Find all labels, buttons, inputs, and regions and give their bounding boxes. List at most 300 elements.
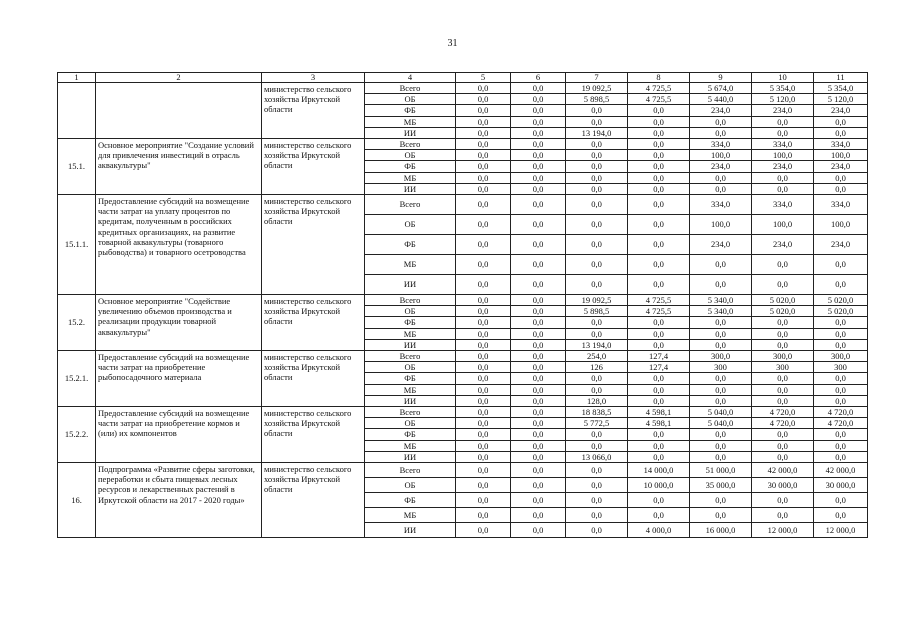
- value-cell: 0,0: [628, 508, 690, 523]
- value-cell: 300,0: [752, 351, 814, 362]
- funding-source-cell: ИИ: [365, 523, 456, 538]
- value-cell: 5 120,0: [814, 94, 868, 105]
- value-cell: 0,0: [511, 440, 566, 451]
- item-number-cell: 15.2.2.: [58, 407, 96, 463]
- value-cell: 0,0: [752, 255, 814, 275]
- value-cell: 0,0: [752, 373, 814, 384]
- value-cell: 100,0: [752, 215, 814, 235]
- funding-source-cell: ИИ: [365, 339, 456, 350]
- value-cell: 100,0: [814, 150, 868, 161]
- value-cell: 0,0: [628, 215, 690, 235]
- value-cell: 234,0: [752, 235, 814, 255]
- value-cell: 14 000,0: [628, 463, 690, 478]
- value-cell: 0,0: [456, 440, 511, 451]
- value-cell: 234,0: [752, 105, 814, 116]
- value-cell: 5 020,0: [752, 306, 814, 317]
- value-cell: 0,0: [456, 395, 511, 406]
- value-cell: 0,0: [814, 508, 868, 523]
- funding-source-cell: ФБ: [365, 161, 456, 172]
- header-cell: 8: [628, 73, 690, 83]
- value-cell: 4 720,0: [752, 418, 814, 429]
- funding-source-cell: ФБ: [365, 429, 456, 440]
- value-cell: 0,0: [566, 440, 628, 451]
- header-cell: 5: [456, 73, 511, 83]
- value-cell: 300: [814, 362, 868, 373]
- funding-source-cell: ФБ: [365, 317, 456, 328]
- funding-source-cell: Всего: [365, 195, 456, 215]
- value-cell: 127,4: [628, 362, 690, 373]
- value-cell: 0,0: [511, 493, 566, 508]
- item-number-cell: 16.: [58, 463, 96, 538]
- value-cell: 0,0: [752, 317, 814, 328]
- value-cell: 0,0: [456, 150, 511, 161]
- value-cell: 0,0: [456, 493, 511, 508]
- value-cell: 0,0: [456, 139, 511, 150]
- funding-source-cell: ОБ: [365, 418, 456, 429]
- value-cell: 0,0: [752, 183, 814, 194]
- value-cell: 0,0: [628, 339, 690, 350]
- value-cell: 5 674,0: [690, 83, 752, 94]
- value-cell: 0,0: [690, 508, 752, 523]
- header-cell: 1: [58, 73, 96, 83]
- value-cell: 0,0: [752, 172, 814, 183]
- funding-source-cell: ОБ: [365, 362, 456, 373]
- value-cell: 0,0: [814, 172, 868, 183]
- value-cell: 0,0: [814, 328, 868, 339]
- value-cell: 0,0: [456, 328, 511, 339]
- table-row: [58, 407, 868, 418]
- header-cell: 2: [96, 73, 262, 83]
- value-cell: 30 000,0: [814, 478, 868, 493]
- value-cell: 5 354,0: [814, 83, 868, 94]
- value-cell: 4 720,0: [814, 418, 868, 429]
- value-cell: 19 092,5: [566, 83, 628, 94]
- value-cell: 334,0: [814, 195, 868, 215]
- funding-source-cell: ФБ: [365, 105, 456, 116]
- value-cell: 0,0: [566, 523, 628, 538]
- header-cell: 10: [752, 73, 814, 83]
- value-cell: 4 725,5: [628, 94, 690, 105]
- value-cell: 0,0: [814, 493, 868, 508]
- value-cell: 4 598,1: [628, 407, 690, 418]
- value-cell: 0,0: [628, 451, 690, 462]
- value-cell: 0,0: [456, 339, 511, 350]
- value-cell: 13 066,0: [566, 451, 628, 462]
- value-cell: 0,0: [511, 351, 566, 362]
- funding-source-cell: ФБ: [365, 373, 456, 384]
- activity-name-cell: Основное мероприятие "Содействие увеличению объемов производства и реализации продукции товарной аквакультуры": [96, 295, 262, 351]
- value-cell: 0,0: [566, 183, 628, 194]
- funding-source-cell: ОБ: [365, 215, 456, 235]
- value-cell: 5 020,0: [814, 295, 868, 306]
- value-cell: 0,0: [814, 384, 868, 395]
- value-cell: 4 725,5: [628, 306, 690, 317]
- value-cell: 0,0: [690, 172, 752, 183]
- value-cell: 100,0: [690, 215, 752, 235]
- value-cell: 16 000,0: [690, 523, 752, 538]
- value-cell: 0,0: [628, 150, 690, 161]
- funding-source-cell: МБ: [365, 255, 456, 275]
- value-cell: 30 000,0: [752, 478, 814, 493]
- header-cell: 9: [690, 73, 752, 83]
- value-cell: 0,0: [456, 215, 511, 235]
- value-cell: 10 000,0: [628, 478, 690, 493]
- value-cell: 0,0: [511, 463, 566, 478]
- value-cell: 0,0: [690, 255, 752, 275]
- value-cell: 5 898,5: [566, 94, 628, 105]
- value-cell: 126: [566, 362, 628, 373]
- value-cell: 5 340,0: [690, 295, 752, 306]
- value-cell: 13 194,0: [566, 339, 628, 350]
- value-cell: 4 720,0: [814, 407, 868, 418]
- value-cell: 0,0: [752, 440, 814, 451]
- value-cell: 0,0: [628, 161, 690, 172]
- value-cell: 0,0: [456, 295, 511, 306]
- value-cell: 0,0: [566, 161, 628, 172]
- value-cell: 0,0: [456, 429, 511, 440]
- value-cell: 0,0: [628, 127, 690, 138]
- value-cell: 42 000,0: [814, 463, 868, 478]
- item-number-cell: 15.1.: [58, 139, 96, 195]
- value-cell: 5 340,0: [690, 306, 752, 317]
- value-cell: 0,0: [814, 127, 868, 138]
- value-cell: 0,0: [456, 235, 511, 255]
- page-number: 31: [447, 38, 458, 49]
- value-cell: 12 000,0: [752, 523, 814, 538]
- value-cell: 0,0: [690, 328, 752, 339]
- value-cell: 0,0: [566, 463, 628, 478]
- value-cell: 334,0: [690, 139, 752, 150]
- value-cell: 0,0: [690, 373, 752, 384]
- value-cell: 0,0: [628, 105, 690, 116]
- value-cell: 0,0: [511, 384, 566, 395]
- item-number-cell: 15.1.1.: [58, 195, 96, 295]
- value-cell: 0,0: [814, 275, 868, 295]
- value-cell: 0,0: [511, 523, 566, 538]
- activity-name-cell: Предоставление субсидий на возмещение части затрат на уплату процентов по кредитам, полученным в российских кредитных организациях, на развитие товарной аквакультуры (товарного рыбоводства) и товарного осетроводства: [96, 195, 262, 295]
- value-cell: 35 000,0: [690, 478, 752, 493]
- funding-source-cell: ИИ: [365, 451, 456, 462]
- value-cell: 234,0: [690, 105, 752, 116]
- funding-source-cell: Всего: [365, 463, 456, 478]
- value-cell: 0,0: [814, 339, 868, 350]
- header-cell: 7: [566, 73, 628, 83]
- value-cell: 0,0: [456, 94, 511, 105]
- value-cell: 0,0: [456, 451, 511, 462]
- funding-source-cell: МБ: [365, 508, 456, 523]
- value-cell: 0,0: [628, 373, 690, 384]
- value-cell: 0,0: [566, 373, 628, 384]
- value-cell: 0,0: [628, 429, 690, 440]
- funding-source-cell: Всего: [365, 139, 456, 150]
- funding-source-cell: Всего: [365, 295, 456, 306]
- value-cell: 0,0: [511, 508, 566, 523]
- table-row: [58, 83, 868, 94]
- value-cell: 0,0: [511, 235, 566, 255]
- value-cell: 18 838,5: [566, 407, 628, 418]
- header-cell: 6: [511, 73, 566, 83]
- value-cell: 0,0: [566, 235, 628, 255]
- value-cell: 0,0: [690, 429, 752, 440]
- value-cell: 0,0: [752, 493, 814, 508]
- value-cell: 0,0: [511, 295, 566, 306]
- value-cell: 51 000,0: [690, 463, 752, 478]
- value-cell: 4 725,5: [628, 295, 690, 306]
- value-cell: 300,0: [814, 351, 868, 362]
- value-cell: 0,0: [628, 275, 690, 295]
- value-cell: 0,0: [511, 339, 566, 350]
- value-cell: 234,0: [814, 235, 868, 255]
- funding-source-cell: ОБ: [365, 478, 456, 493]
- value-cell: 0,0: [814, 440, 868, 451]
- value-cell: 0,0: [511, 127, 566, 138]
- value-cell: 0,0: [752, 275, 814, 295]
- value-cell: 5 772,5: [566, 418, 628, 429]
- header-cell: 4: [365, 73, 456, 83]
- funding-source-cell: ИИ: [365, 275, 456, 295]
- funding-source-cell: ФБ: [365, 493, 456, 508]
- value-cell: 0,0: [814, 317, 868, 328]
- value-cell: 100,0: [690, 150, 752, 161]
- value-cell: 0,0: [690, 275, 752, 295]
- value-cell: 5 040,0: [690, 418, 752, 429]
- value-cell: 0,0: [456, 306, 511, 317]
- funding-source-cell: МБ: [365, 116, 456, 127]
- activity-name-cell: Предоставление субсидий на возмещение части затрат на приобретение рыбопосадочного материала: [96, 351, 262, 407]
- value-cell: 254,0: [566, 351, 628, 362]
- value-cell: 0,0: [752, 429, 814, 440]
- value-cell: 128,0: [566, 395, 628, 406]
- value-cell: 0,0: [690, 116, 752, 127]
- value-cell: 0,0: [752, 116, 814, 127]
- value-cell: 0,0: [511, 255, 566, 275]
- value-cell: 0,0: [628, 235, 690, 255]
- value-cell: 0,0: [566, 105, 628, 116]
- funding-source-cell: ИИ: [365, 395, 456, 406]
- value-cell: 42 000,0: [752, 463, 814, 478]
- header-cell: 11: [814, 73, 868, 83]
- value-cell: 0,0: [511, 451, 566, 462]
- value-cell: 0,0: [628, 139, 690, 150]
- value-cell: 0,0: [566, 116, 628, 127]
- value-cell: 0,0: [752, 339, 814, 350]
- funding-source-cell: ФБ: [365, 235, 456, 255]
- value-cell: 0,0: [511, 275, 566, 295]
- value-cell: 4 000,0: [628, 523, 690, 538]
- funding-source-cell: Всего: [365, 351, 456, 362]
- value-cell: 0,0: [566, 493, 628, 508]
- value-cell: 234,0: [690, 235, 752, 255]
- value-cell: 0,0: [566, 478, 628, 493]
- value-cell: 0,0: [511, 83, 566, 94]
- value-cell: 0,0: [690, 183, 752, 194]
- value-cell: 0,0: [566, 429, 628, 440]
- activity-name-cell: Подпрограмма «Развитие сферы заготовки, переработки и сбыта пищевых лесных ресурсов и лекарственных растений в Иркутской области на 2017 - 2020 годы»: [96, 463, 262, 538]
- activity-name-cell: Основное мероприятие "Создание условий для привлечения инвестиций в отрасль аквакультуры": [96, 139, 262, 195]
- value-cell: 300,0: [690, 351, 752, 362]
- value-cell: 0,0: [511, 306, 566, 317]
- item-number-cell: [58, 83, 96, 139]
- executor-cell: министерство сельского хозяйства Иркутской области: [262, 83, 365, 139]
- value-cell: 234,0: [690, 161, 752, 172]
- value-cell: 0,0: [690, 451, 752, 462]
- value-cell: 0,0: [690, 440, 752, 451]
- executor-cell: министерство сельского хозяйства Иркутской области: [262, 295, 365, 351]
- value-cell: 0,0: [628, 395, 690, 406]
- value-cell: 0,0: [456, 418, 511, 429]
- value-cell: 0,0: [511, 478, 566, 493]
- value-cell: 0,0: [690, 493, 752, 508]
- value-cell: 0,0: [690, 317, 752, 328]
- value-cell: 334,0: [752, 139, 814, 150]
- value-cell: 0,0: [752, 395, 814, 406]
- value-cell: 0,0: [511, 172, 566, 183]
- value-cell: 0,0: [566, 275, 628, 295]
- value-cell: 0,0: [814, 116, 868, 127]
- executor-cell: министерство сельского хозяйства Иркутской области: [262, 407, 365, 463]
- value-cell: 0,0: [752, 451, 814, 462]
- funding-source-cell: Всего: [365, 83, 456, 94]
- value-cell: 0,0: [456, 478, 511, 493]
- funding-source-cell: ИИ: [365, 127, 456, 138]
- value-cell: 0,0: [456, 407, 511, 418]
- value-cell: 0,0: [456, 183, 511, 194]
- value-cell: 0,0: [456, 523, 511, 538]
- value-cell: 0,0: [814, 451, 868, 462]
- value-cell: 0,0: [566, 172, 628, 183]
- value-cell: 0,0: [456, 255, 511, 275]
- value-cell: 0,0: [511, 373, 566, 384]
- value-cell: 5 354,0: [752, 83, 814, 94]
- value-cell: 4 720,0: [752, 407, 814, 418]
- value-cell: 0,0: [690, 339, 752, 350]
- value-cell: 0,0: [566, 317, 628, 328]
- value-cell: 0,0: [628, 183, 690, 194]
- value-cell: 0,0: [814, 183, 868, 194]
- value-cell: 0,0: [752, 328, 814, 339]
- table-row: [58, 351, 868, 362]
- value-cell: 0,0: [456, 384, 511, 395]
- funding-source-cell: МБ: [365, 328, 456, 339]
- value-cell: 127,4: [628, 351, 690, 362]
- value-cell: 5 120,0: [752, 94, 814, 105]
- item-number-cell: 15.2.1.: [58, 351, 96, 407]
- budget-table: [57, 72, 868, 538]
- funding-source-cell: ОБ: [365, 94, 456, 105]
- value-cell: 0,0: [690, 384, 752, 395]
- value-cell: 300: [690, 362, 752, 373]
- value-cell: 0,0: [752, 127, 814, 138]
- value-cell: 100,0: [814, 215, 868, 235]
- value-cell: 12 000,0: [814, 523, 868, 538]
- value-cell: 0,0: [511, 362, 566, 373]
- header-cell: 3: [262, 73, 365, 83]
- value-cell: 0,0: [628, 255, 690, 275]
- value-cell: 334,0: [814, 139, 868, 150]
- value-cell: 0,0: [511, 317, 566, 328]
- value-cell: 0,0: [690, 127, 752, 138]
- value-cell: 0,0: [456, 105, 511, 116]
- value-cell: 300: [752, 362, 814, 373]
- activity-name-cell: Предоставление субсидий на возмещение части затрат на приобретение кормов и (или) их компонентов: [96, 407, 262, 463]
- value-cell: 0,0: [511, 407, 566, 418]
- value-cell: 0,0: [566, 139, 628, 150]
- funding-source-cell: ИИ: [365, 183, 456, 194]
- value-cell: 0,0: [456, 127, 511, 138]
- value-cell: 0,0: [752, 508, 814, 523]
- value-cell: 0,0: [456, 195, 511, 215]
- funding-source-cell: ОБ: [365, 306, 456, 317]
- value-cell: 234,0: [752, 161, 814, 172]
- value-cell: 0,0: [566, 384, 628, 395]
- value-cell: 0,0: [628, 116, 690, 127]
- funding-source-cell: ОБ: [365, 150, 456, 161]
- value-cell: 0,0: [814, 255, 868, 275]
- value-cell: 0,0: [456, 116, 511, 127]
- value-cell: 4 598,1: [628, 418, 690, 429]
- value-cell: 13 194,0: [566, 127, 628, 138]
- value-cell: 0,0: [456, 362, 511, 373]
- value-cell: 0,0: [456, 373, 511, 384]
- value-cell: 234,0: [814, 161, 868, 172]
- value-cell: 100,0: [752, 150, 814, 161]
- executor-cell: министерство сельского хозяйства Иркутской области: [262, 351, 365, 407]
- value-cell: 0,0: [511, 183, 566, 194]
- value-cell: 0,0: [456, 463, 511, 478]
- executor-cell: министерство сельского хозяйства Иркутской области: [262, 139, 365, 195]
- value-cell: 0,0: [511, 94, 566, 105]
- table-row: [58, 139, 868, 150]
- table-row: [58, 295, 868, 306]
- funding-source-cell: МБ: [365, 172, 456, 183]
- header-row: [58, 73, 868, 83]
- value-cell: 0,0: [566, 508, 628, 523]
- value-cell: 0,0: [511, 139, 566, 150]
- funding-source-cell: МБ: [365, 384, 456, 395]
- value-cell: 0,0: [566, 150, 628, 161]
- value-cell: 5 020,0: [814, 306, 868, 317]
- value-cell: 0,0: [628, 440, 690, 451]
- value-cell: 5 040,0: [690, 407, 752, 418]
- value-cell: 0,0: [814, 395, 868, 406]
- value-cell: 0,0: [628, 195, 690, 215]
- executor-cell: министерство сельского хозяйства Иркутской области: [262, 195, 365, 295]
- value-cell: 0,0: [566, 215, 628, 235]
- value-cell: 0,0: [628, 384, 690, 395]
- value-cell: 0,0: [628, 317, 690, 328]
- value-cell: 0,0: [814, 429, 868, 440]
- executor-cell: министерство сельского хозяйства Иркутской области: [262, 463, 365, 538]
- value-cell: 0,0: [456, 83, 511, 94]
- funding-source-cell: МБ: [365, 440, 456, 451]
- value-cell: 0,0: [628, 493, 690, 508]
- value-cell: 0,0: [456, 275, 511, 295]
- funding-source-cell: Всего: [365, 407, 456, 418]
- value-cell: 19 092,5: [566, 295, 628, 306]
- value-cell: 0,0: [511, 429, 566, 440]
- value-cell: 334,0: [690, 195, 752, 215]
- value-cell: 0,0: [456, 317, 511, 328]
- value-cell: 0,0: [456, 161, 511, 172]
- value-cell: 0,0: [511, 328, 566, 339]
- value-cell: 4 725,5: [628, 83, 690, 94]
- value-cell: 0,0: [566, 328, 628, 339]
- value-cell: 0,0: [566, 195, 628, 215]
- table-row: [58, 195, 868, 215]
- value-cell: 0,0: [511, 418, 566, 429]
- value-cell: 0,0: [628, 172, 690, 183]
- value-cell: 0,0: [511, 161, 566, 172]
